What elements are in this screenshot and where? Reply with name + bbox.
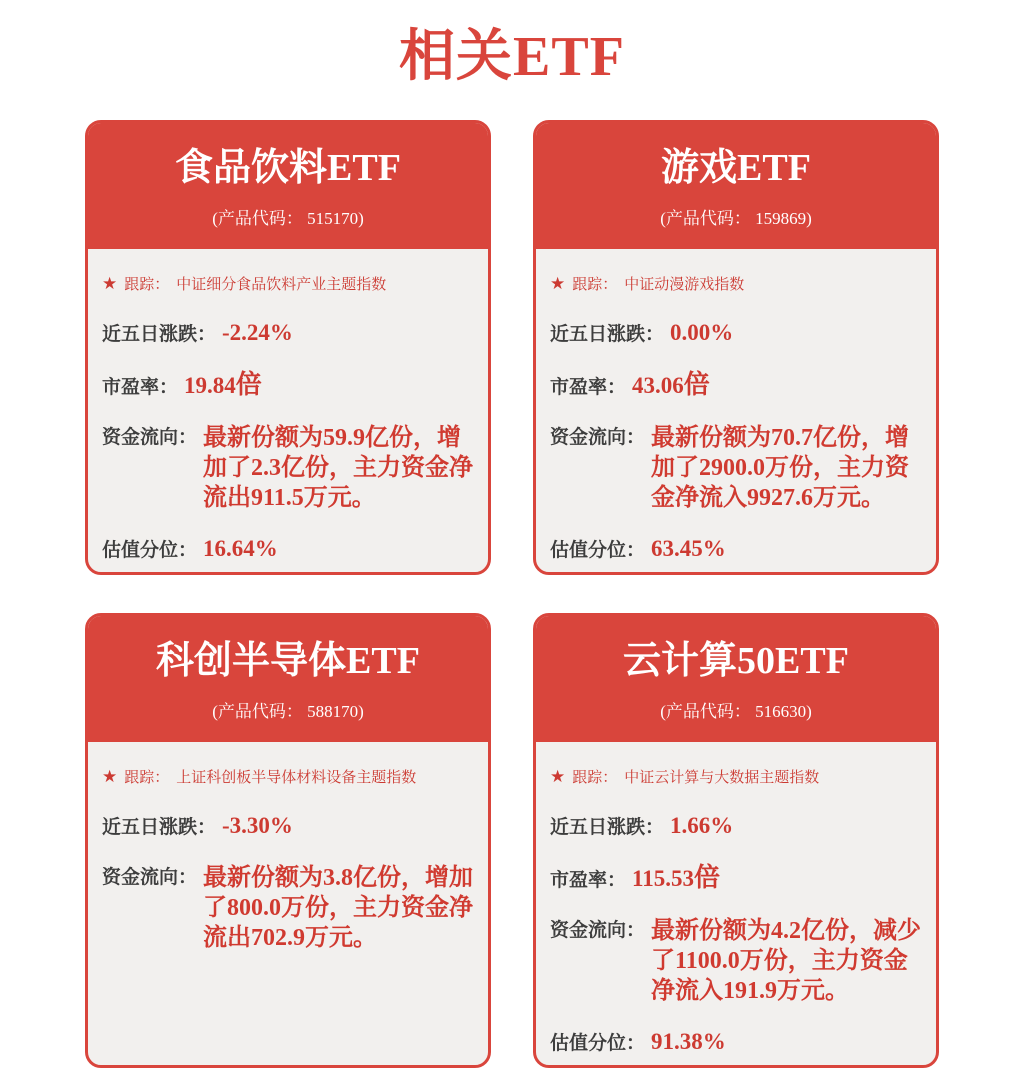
- valuation-value: 63.45%: [651, 535, 726, 561]
- card-body: [536, 742, 936, 1068]
- etf-name: 食品饮料ETF: [175, 147, 401, 189]
- tracking-index: 中证细分食品饮料产业主题指数: [176, 275, 387, 293]
- fund-flow-label: 资金流向：: [550, 919, 646, 941]
- pe-ratio-label: 市盈率：: [102, 376, 179, 398]
- fund-flow-text: 最新份额为3.8亿份，增加了800.0万份，主力资金净流出702.9万元。: [203, 864, 474, 951]
- valuation-value: 91.38%: [651, 1028, 726, 1054]
- five-day-change-row: [550, 811, 922, 842]
- pe-unit: 倍: [235, 368, 262, 399]
- five-day-change-row: [550, 318, 922, 349]
- pe-unit: 倍: [683, 368, 710, 399]
- fund-flow-text: 最新份额为59.9亿份，增加了2.3亿份，主力资金净流出911.5万元。: [203, 424, 474, 511]
- fund-flow-label: 资金流向：: [550, 426, 646, 448]
- five-day-change-row: [102, 811, 474, 842]
- valuation-row: [102, 534, 474, 565]
- tracking-label: 跟踪：: [572, 768, 618, 786]
- etf-product-code: (产品代码： 588170): [212, 701, 364, 721]
- fund-flow-label: 资金流向：: [102, 866, 198, 888]
- etf-card-food-beverage: [85, 120, 491, 575]
- five-day-change-value: -3.30%: [222, 812, 293, 838]
- star-icon: ★: [550, 766, 566, 786]
- five-day-change-label: 近五日涨跌：: [102, 816, 217, 838]
- tracking-row: [102, 273, 474, 294]
- etf-name: 游戏ETF: [661, 147, 811, 189]
- valuation-row: [550, 1027, 922, 1058]
- five-day-change-value: -2.24%: [222, 319, 293, 345]
- tracking-index: 中证云计算与大数据主题指数: [624, 768, 820, 786]
- valuation-label: 估值分位：: [550, 539, 646, 561]
- pe-ratio-label: 市盈率：: [550, 869, 627, 891]
- valuation-label: 估值分位：: [102, 539, 198, 561]
- fund-flow-row: [550, 916, 922, 1006]
- tracking-row: [550, 273, 922, 294]
- tracking-index: 上证科创板半导体材料设备主题指数: [176, 768, 417, 786]
- valuation-label: 估值分位：: [550, 1032, 646, 1054]
- five-day-change-label: 近五日涨跌：: [550, 816, 665, 838]
- etf-name: 科创半导体ETF: [156, 640, 420, 682]
- five-day-change-value: 0.00%: [670, 319, 734, 345]
- pe-unit: 倍: [694, 861, 721, 892]
- pe-ratio-row: [550, 863, 922, 895]
- card-header: [88, 616, 488, 742]
- etf-card-cloud-computing: [533, 613, 939, 1068]
- fund-flow-row: [550, 423, 922, 513]
- tracking-label: 跟踪：: [572, 275, 618, 293]
- valuation-value: 16.64%: [203, 535, 278, 561]
- page-title: 相关ETF: [399, 26, 625, 88]
- tracking-row: [550, 766, 922, 787]
- five-day-change-label: 近五日涨跌：: [102, 323, 217, 345]
- five-day-change-value: 1.66%: [670, 812, 734, 838]
- five-day-change-row: [102, 318, 474, 349]
- fund-flow-row: [102, 423, 474, 513]
- card-body: [88, 249, 488, 575]
- fund-flow-row: [102, 863, 474, 953]
- card-body: [88, 742, 488, 1065]
- tracking-index: 中证动漫游戏指数: [624, 275, 745, 293]
- etf-product-code: (产品代码： 516630): [660, 701, 812, 721]
- pe-ratio-value: 115.53倍: [632, 861, 721, 892]
- card-header: [88, 123, 488, 249]
- etf-card-semiconductor: [85, 613, 491, 1068]
- tracking-label: 跟踪：: [124, 275, 170, 293]
- etf-product-code: (产品代码： 159869): [660, 208, 812, 228]
- tracking-label: 跟踪：: [124, 768, 170, 786]
- pe-ratio-row: [550, 370, 922, 402]
- card-header: [536, 616, 936, 742]
- etf-name: 云计算50ETF: [623, 640, 849, 682]
- pe-ratio-row: [102, 370, 474, 402]
- etf-product-code: (产品代码： 515170): [212, 208, 364, 228]
- etf-card-game: [533, 120, 939, 575]
- fund-flow-text: 最新份额为4.2亿份，减少了1100.0万份，主力资金净流入191.9万元。: [651, 917, 922, 1004]
- five-day-change-label: 近五日涨跌：: [550, 323, 665, 345]
- fund-flow-label: 资金流向：: [102, 426, 198, 448]
- fund-flow-text: 最新份额为70.7亿份，增加了2900.0万份，主力资金净流入9927.6万元。: [651, 424, 910, 511]
- pe-ratio-value: 43.06倍: [632, 368, 710, 399]
- card-body: [536, 249, 936, 575]
- pe-ratio-label: 市盈率：: [550, 376, 627, 398]
- star-icon: ★: [102, 766, 118, 786]
- valuation-row: [550, 534, 922, 565]
- star-icon: ★: [550, 273, 566, 293]
- star-icon: ★: [102, 273, 118, 293]
- pe-ratio-value: 19.84倍: [184, 368, 262, 399]
- card-header: [536, 123, 936, 249]
- tracking-row: [102, 766, 474, 787]
- etf-card-grid: [85, 120, 939, 1068]
